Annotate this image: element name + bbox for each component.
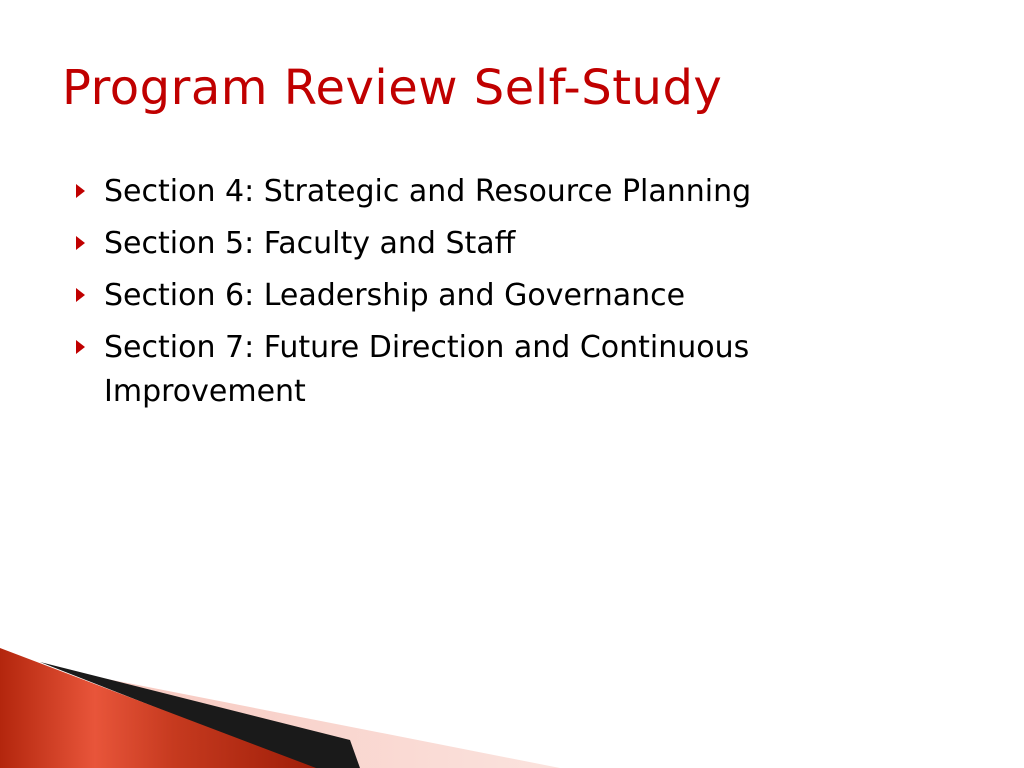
bullet-item-section-6 (72, 274, 952, 318)
pink-stripe (92, 676, 560, 768)
red-wedge (0, 648, 316, 768)
bullet-item-section-4 (72, 170, 952, 214)
dark-stripe (40, 662, 360, 768)
bullet-text: Section 4: Strategic and Resource Planning (104, 174, 752, 209)
triangle-right-icon (76, 184, 85, 198)
bullet-text: Section 7: Future Direction and Continuous Improvement (104, 330, 750, 409)
bullet-item-section-5 (72, 222, 952, 266)
slide-title: Program Review Self-Study (62, 60, 723, 116)
triangle-right-icon (76, 340, 85, 354)
bullet-item-section-7 (72, 326, 952, 414)
triangle-right-icon (76, 236, 85, 250)
bullet-list (72, 170, 952, 422)
triangle-right-icon (76, 288, 85, 302)
bullet-text: Section 5: Faculty and Staff (104, 226, 516, 261)
bullet-text: Section 6: Leadership and Governance (104, 278, 686, 313)
